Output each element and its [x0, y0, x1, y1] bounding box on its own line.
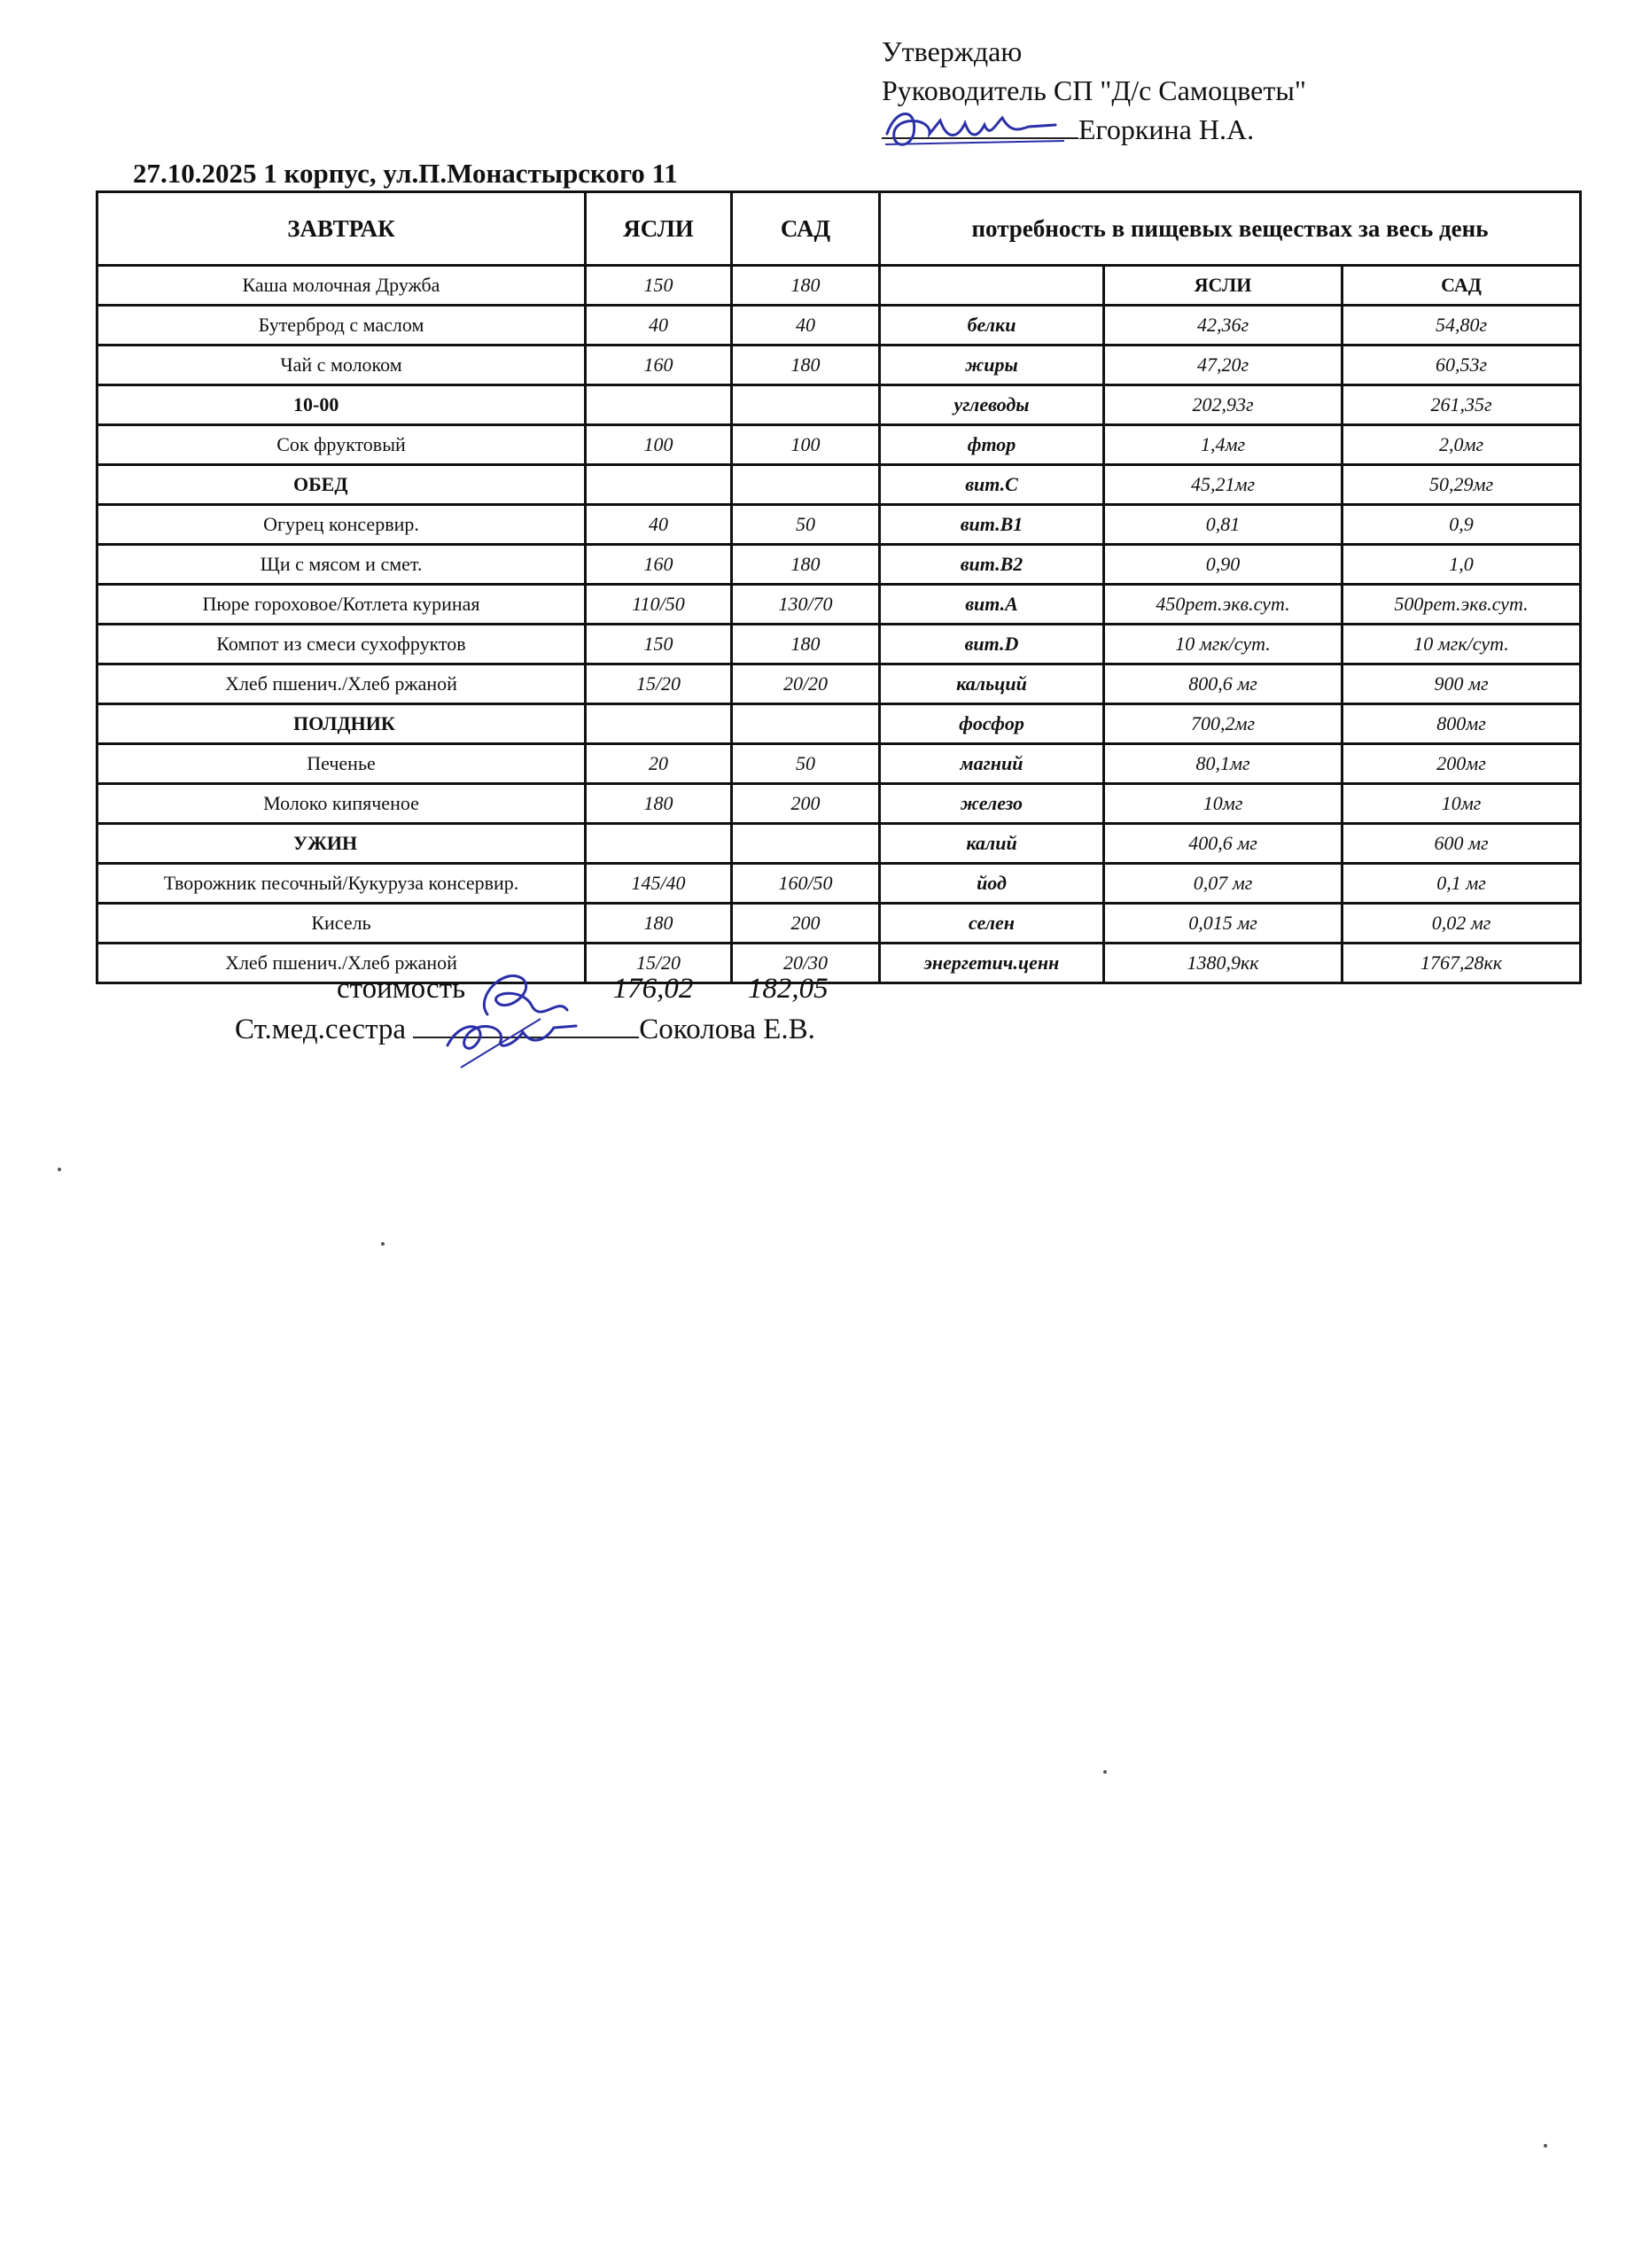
nutrient-nursery-value: 1,4мг — [1104, 425, 1343, 465]
menu-table — [96, 190, 1582, 984]
nursery-portion: 20 — [586, 744, 732, 784]
garden-portion: 50 — [732, 505, 880, 545]
nutrient-name: энергетич.ценн — [880, 944, 1104, 983]
nursery-portion — [586, 824, 732, 864]
nutrient-name: фосфор — [880, 704, 1104, 744]
nutrient-nursery-value: 450рет.экв.сут. — [1104, 585, 1343, 625]
cost-nursery: 176,02 — [612, 973, 694, 1005]
dish-name: Творожник песочный/Кукуруза консервир. — [97, 864, 586, 904]
nutrient-name: вит.D — [880, 625, 1104, 664]
meal-section-label: УЖИН — [97, 824, 586, 864]
approval-heading: Утверждаю — [882, 35, 1023, 67]
table-row — [97, 944, 1581, 983]
table-row — [97, 346, 1581, 385]
garden-portion — [732, 465, 880, 505]
table-row — [97, 864, 1581, 904]
scan-speck — [1103, 1770, 1107, 1774]
dish-name: Хлеб пшенич./Хлеб ржаной — [97, 944, 586, 983]
table-row — [97, 704, 1581, 744]
nutrient-nursery-value: 800,6 мг — [1104, 664, 1343, 704]
nutrient-name: белки — [880, 306, 1104, 346]
nursery-portion: 40 — [586, 306, 732, 346]
nutrient-garden-value: 50,29мг — [1343, 465, 1581, 505]
nursery-portion: 150 — [586, 625, 732, 664]
nutrient-name — [880, 266, 1104, 306]
dish-name: Бутерброд с маслом — [97, 306, 586, 346]
garden-portion: 100 — [732, 425, 880, 465]
director-name: Егоркина Н.А. — [1078, 113, 1255, 145]
cost-garden: 182,05 — [747, 973, 829, 1005]
nutrient-nursery-value: 47,20г — [1104, 346, 1343, 385]
garden-portion — [732, 704, 880, 744]
nutrient-name: йод — [880, 864, 1104, 904]
scan-speck — [58, 1168, 61, 1171]
nutrient-name: железо — [880, 784, 1104, 824]
header-nutrient-needs: потребность в пищевых веществах за весь день — [880, 192, 1581, 266]
nursery-portion: 110/50 — [586, 585, 732, 625]
table-row — [97, 664, 1581, 704]
table-row — [97, 744, 1581, 784]
table-header-row — [97, 192, 1581, 266]
nursery-portion: 160 — [586, 545, 732, 585]
nutrient-garden-value: 60,53г — [1343, 346, 1581, 385]
dish-name: Сок фруктовый — [97, 425, 586, 465]
nursery-portion: 150 — [586, 266, 732, 306]
nutrient-nursery-value: 0,015 мг — [1104, 904, 1343, 944]
garden-portion — [732, 824, 880, 864]
subheader-nursery: ЯСЛИ — [1104, 266, 1343, 306]
nutrient-garden-value: 0,02 мг — [1343, 904, 1581, 944]
garden-portion: 20/30 — [732, 944, 880, 983]
nutrient-garden-value: 200мг — [1343, 744, 1581, 784]
nutrient-nursery-value: 0,90 — [1104, 545, 1343, 585]
table-row — [97, 904, 1581, 944]
garden-portion: 200 — [732, 784, 880, 824]
meal-section-label: ПОЛДНИК — [97, 704, 586, 744]
meal-section-label: ОБЕД — [97, 465, 586, 505]
nurse-label: Ст.мед.сестра — [235, 1014, 407, 1045]
garden-portion: 40 — [732, 306, 880, 346]
nutrient-name: селен — [880, 904, 1104, 944]
nutrient-garden-value: 261,35г — [1343, 385, 1581, 425]
nutrient-name: вит.С — [880, 465, 1104, 505]
garden-portion: 200 — [732, 904, 880, 944]
nutrient-name: вит.В1 — [880, 505, 1104, 545]
nutrient-garden-value: 1,0 — [1343, 545, 1581, 585]
signature-line — [882, 137, 1078, 139]
garden-portion: 20/20 — [732, 664, 880, 704]
table-row — [97, 266, 1581, 306]
table-row — [97, 306, 1581, 346]
scan-speck — [381, 1242, 385, 1246]
scan-speck — [1544, 2144, 1547, 2148]
nutrient-garden-value: 0,9 — [1343, 505, 1581, 545]
nutrient-nursery-value: 42,36г — [1104, 306, 1343, 346]
nutrient-name: вит.В2 — [880, 545, 1104, 585]
nutrient-nursery-value: 10 мгк/сут. — [1104, 625, 1343, 664]
nutrient-garden-value: 0,1 мг — [1343, 864, 1581, 904]
garden-portion: 180 — [732, 346, 880, 385]
dish-name: Чай с молоком — [97, 346, 586, 385]
meal-section-label: 10-00 — [97, 385, 586, 425]
nursery-portion: 15/20 — [586, 944, 732, 983]
table-row — [97, 385, 1581, 425]
nursery-portion: 180 — [586, 784, 732, 824]
nutrient-garden-value: 10 мгк/сут. — [1343, 625, 1581, 664]
nutrient-garden-value: 54,80г — [1343, 306, 1581, 346]
cost-label: стоимость — [337, 973, 466, 1005]
nutrient-nursery-value: 400,6 мг — [1104, 824, 1343, 864]
nursery-portion — [586, 385, 732, 425]
garden-portion — [732, 385, 880, 425]
nursery-portion — [586, 465, 732, 505]
table-row — [97, 505, 1581, 545]
dish-name: Молоко кипяченое — [97, 784, 586, 824]
nursery-portion — [586, 704, 732, 744]
nutrient-garden-value: 800мг — [1343, 704, 1581, 744]
nutrient-garden-value: 600 мг — [1343, 824, 1581, 864]
garden-portion: 180 — [732, 266, 880, 306]
garden-portion: 180 — [732, 625, 880, 664]
dish-name: Пюре гороховое/Котлета куриная — [97, 585, 586, 625]
nutrient-garden-value: 10мг — [1343, 784, 1581, 824]
table-row — [97, 425, 1581, 465]
table-row — [97, 545, 1581, 585]
table-row — [97, 465, 1581, 505]
nutrient-nursery-value: 0,07 мг — [1104, 864, 1343, 904]
nutrient-name: фтор — [880, 425, 1104, 465]
nutrient-nursery-value: 202,93г — [1104, 385, 1343, 425]
nutrient-garden-value: 500рет.экв.сут. — [1343, 585, 1581, 625]
garden-portion: 50 — [732, 744, 880, 784]
nurse-signature — [434, 1001, 594, 1072]
table-row — [97, 585, 1581, 625]
subheader-garden: САД — [1343, 266, 1581, 306]
nursery-portion: 145/40 — [586, 864, 732, 904]
nursery-portion: 40 — [586, 505, 732, 545]
director-signature — [878, 98, 1082, 160]
nurse-name: Соколова Е.В. — [639, 1014, 815, 1045]
table-row — [97, 784, 1581, 824]
nutrient-name: жиры — [880, 346, 1104, 385]
garden-portion: 130/70 — [732, 585, 880, 625]
dish-name: Огурец консервир. — [97, 505, 586, 545]
nutrient-garden-value: 2,0мг — [1343, 425, 1581, 465]
dish-name: Кисель — [97, 904, 586, 944]
nutrient-nursery-value: 700,2мг — [1104, 704, 1343, 744]
nutrient-nursery-value: 45,21мг — [1104, 465, 1343, 505]
nutrient-name: калий — [880, 824, 1104, 864]
approval-signature-row — [882, 110, 1306, 149]
dish-name: Компот из смеси сухофруктов — [97, 625, 586, 664]
nutrient-nursery-value: 10мг — [1104, 784, 1343, 824]
table-row — [97, 625, 1581, 664]
nutrient-name: вит.А — [880, 585, 1104, 625]
dish-name: Печенье — [97, 744, 586, 784]
nursery-portion: 160 — [586, 346, 732, 385]
dish-name: Щи с мясом и смет. — [97, 545, 586, 585]
menu-table-body — [97, 266, 1581, 983]
garden-portion: 160/50 — [732, 864, 880, 904]
nutrient-nursery-value: 80,1мг — [1104, 744, 1343, 784]
nursery-portion: 180 — [586, 904, 732, 944]
garden-portion: 180 — [732, 545, 880, 585]
header-breakfast: ЗАВТРАК — [97, 192, 586, 266]
document-title: 27.10.2025 1 корпус, ул.П.Монастырского 11 — [133, 158, 678, 189]
nutrient-name: магний — [880, 744, 1104, 784]
dish-name: Каша молочная Дружба — [97, 266, 586, 306]
nutrient-name: углеводы — [880, 385, 1104, 425]
nutrient-garden-value: 900 мг — [1343, 664, 1581, 704]
nutrient-nursery-value: 1380,9кк — [1104, 944, 1343, 983]
table-row — [97, 824, 1581, 864]
nutrient-name: кальций — [880, 664, 1104, 704]
approval-block — [882, 32, 1306, 149]
nutrient-nursery-value: 0,81 — [1104, 505, 1343, 545]
nutrient-garden-value: 1767,28кк — [1343, 944, 1581, 983]
header-nursery: ЯСЛИ — [586, 192, 732, 266]
header-garden: САД — [732, 192, 880, 266]
nursery-portion: 100 — [586, 425, 732, 465]
dish-name: Хлеб пшенич./Хлеб ржаной — [97, 664, 586, 704]
approval-position: Руководитель СП "Д/с Самоцветы" — [882, 74, 1306, 106]
nursery-portion: 15/20 — [586, 664, 732, 704]
